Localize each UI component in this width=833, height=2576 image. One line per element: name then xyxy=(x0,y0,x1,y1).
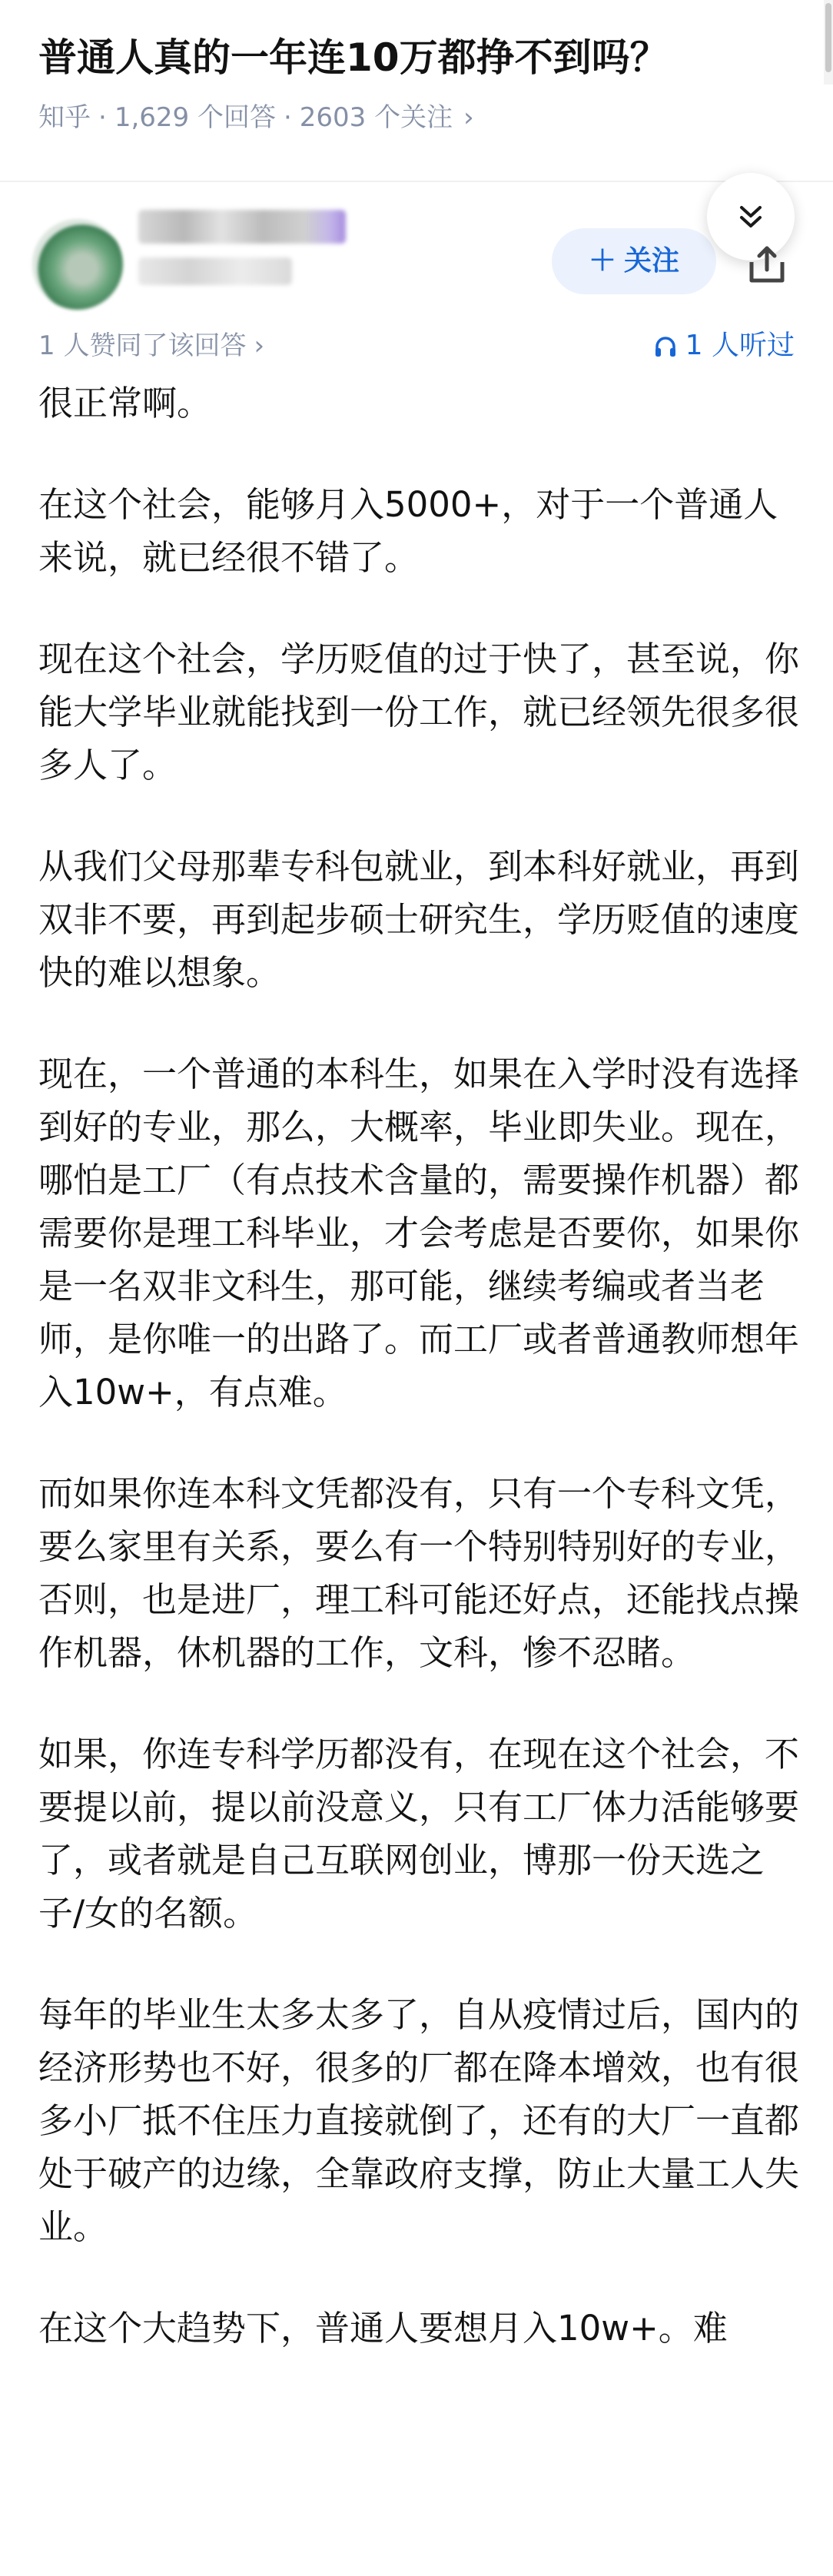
question-title[interactable]: 普通人真的一年连10万都挣不到吗？ xyxy=(38,35,669,80)
meta-separator: · xyxy=(98,102,107,133)
chevron-right-icon: › xyxy=(254,330,265,361)
scrollbar-thumb[interactable] xyxy=(825,3,831,72)
headphones-icon xyxy=(653,334,678,359)
answer-paragraph: 每年的毕业生太多太多了，自从疫情过后，国内的经济形势也不好，很多的厂都在降本增效，也有很多小厂抵不住压力直接就倒了，还有的大厂一直都处于破产的边缘，全靠政府支撑，防止大量工人失业。 xyxy=(38,1994,800,2247)
follow-button[interactable] xyxy=(552,228,716,294)
answer-body xyxy=(38,377,799,2403)
answer-paragraph: 在这个大趋势下，普通人要想月入10w+。难 xyxy=(38,2308,728,2349)
double-chevron-down-icon xyxy=(735,201,766,232)
answer-count: 1,629 个回答 xyxy=(114,102,276,133)
listen-label: 1 人听过 xyxy=(685,330,795,361)
answer-paragraph: 从我们父母那辈专科包就业，到本科好就业，再到双非不要，再到起步硕士研究生，学历贬值的速度快的难以想象。 xyxy=(38,846,800,993)
answer-paragraph: 很正常啊。 xyxy=(38,383,212,423)
plus-icon: ＋ xyxy=(588,245,616,277)
follow-label: 关注 xyxy=(624,245,680,277)
author-name-blurred[interactable] xyxy=(138,210,346,244)
voters-link[interactable] xyxy=(38,323,264,369)
avatar[interactable] xyxy=(32,219,123,310)
listen-link[interactable] xyxy=(653,323,795,369)
meta-separator: · xyxy=(283,102,292,133)
author-headline-blurred xyxy=(138,257,292,285)
question-meta[interactable] xyxy=(38,98,474,137)
chevron-right-icon: › xyxy=(463,102,474,133)
question-header xyxy=(0,0,833,182)
answer-paragraph: 现在，一个普通的本科生，如果在入学时没有选择到好的专业，那么，大概率，毕业即失业。现在，哪怕是工厂（有点技术含量的，需要操作机器）都需要你是理工科毕业，才会考虑是否要你，如果你是一名双非文科生，那可能，继续考编或者当老师，是你唯一的出路了。而工厂或者普通教师想年入10w+，有点难。 xyxy=(38,1054,800,1412)
answer-paragraph: 而如果你连本科文凭都没有，只有一个专科文凭，要么家里有关系，要么有一个特别特别好的专业，否则，也是进厂，理工科可能还好点，还能找点操作机器，休机器的工作，文科，惨不忍睹。 xyxy=(38,1473,800,1673)
author-row xyxy=(0,181,833,323)
answer-paragraph: 现在这个社会，学历贬值的过于快了，甚至说，你能大学毕业就能找到一份工作，就已经领先很多很多人了。 xyxy=(38,639,800,785)
answer-paragraph: 如果，你连专科学历都没有，在现在这个社会，不要提以前，提以前没意义，只有工厂体力活能够要了，或者就是自己互联网创业，博那一份天选之子/女的名额。 xyxy=(38,1734,800,1934)
share-icon[interactable] xyxy=(745,242,788,288)
voters-count: 1 人赞同了该回答 xyxy=(38,330,247,361)
source-label: 知乎 xyxy=(38,102,91,133)
answer-paragraph: 在这个社会，能够月入5000+，对于一个普通人来说，就已经很不错了。 xyxy=(38,484,778,578)
scrollbar[interactable] xyxy=(824,0,833,85)
follower-count: 2603 个关注 xyxy=(299,102,453,133)
voters-row xyxy=(0,323,833,369)
